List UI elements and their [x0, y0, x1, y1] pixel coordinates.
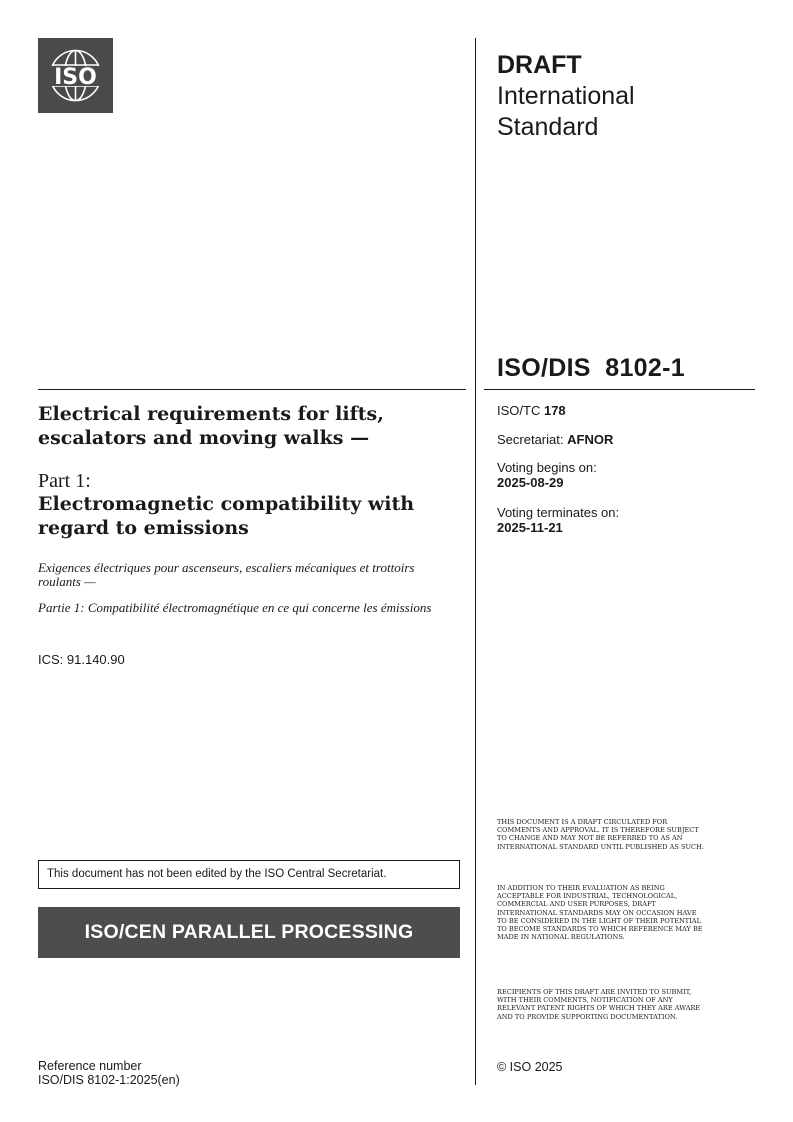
- reference-value: ISO/DIS 8102-1:2025(en): [38, 1073, 180, 1087]
- tc-value: 178: [543, 403, 566, 418]
- secretariat-value: AFNOR: [567, 432, 614, 447]
- iso-globe-logo-icon: [38, 38, 113, 113]
- left-horizontal-rule: [38, 389, 466, 390]
- ics-code: ICS: 91.140.90: [38, 652, 125, 667]
- tc-label: ISO/TC: [497, 403, 541, 418]
- right-horizontal-rule: [484, 389, 755, 390]
- voting-begins-date: 2025-08-29: [497, 475, 564, 490]
- international-label: International: [497, 82, 635, 110]
- french-main-title: Exigences électriques pour ascenseurs, escaliers mécaniques et trottoirs roulants —: [38, 560, 415, 589]
- technical-committee: [497, 403, 737, 418]
- copyright: © ISO 2025: [497, 1060, 563, 1074]
- iso-logo: [38, 38, 113, 113]
- main-title: Electrical requirements for lifts, escalators and moving walks —: [38, 403, 384, 449]
- french-part-title: Partie 1: Compatibilité électromagnétique en ce qui concerne les émissions: [38, 600, 432, 615]
- disclaimer-paragraph-2: IN ADDITION TO THEIR EVALUATION AS BEING ACCEPTABLE FOR INDUSTRIAL, TECHNOLOGICAL, COMMERCIAL AND USER PURPOSES, DRAFT INTERNATIONAL STANDARDS MAY ON OCCASION HAVE TO BE CONSIDERED IN THE LIGHT OF THEIR POTENTIAL TO BECOME STANDARDS TO WHICH REFERENCE MAY BE MADE IN NATIONAL REGULATIONS.: [497, 884, 703, 942]
- document-type-heading: [497, 50, 747, 143]
- disclaimer-paragraph-3: RECIPIENTS OF THIS DRAFT ARE INVITED TO SUBMIT, WITH THEIR COMMENTS, NOTIFICATION OF ANY RELEVANT PATENT RIGHTS OF WHICH THEY ARE AWARE AND TO PROVIDE SUPPORTING DOCUMENTATION.: [497, 988, 701, 1021]
- logo-text: ISO: [54, 65, 97, 90]
- draft-label: DRAFT: [497, 51, 582, 79]
- voting-begins-label: Voting begins on:: [497, 460, 597, 475]
- disclaimer-paragraph-1: THIS DOCUMENT IS A DRAFT CIRCULATED FOR COMMENTS AND APPROVAL. IT IS THEREFORE SUBJECT TO CHANGE AND MAY NOT BE REFERRED TO AS AN INTERNATIONAL STANDARD UNTIL PUBLISHED AS SUCH.: [497, 818, 704, 851]
- voting-terminates-date: 2025-11-21: [497, 520, 563, 535]
- document-number: ISO/DIS 8102-1: [497, 354, 685, 382]
- voting-begins: [497, 460, 737, 490]
- parallel-processing-banner: ISO/CEN PARALLEL PROCESSING: [38, 907, 460, 958]
- standard-label: Standard: [497, 113, 599, 141]
- vertical-divider: [475, 38, 476, 1085]
- reference-label: Reference number: [38, 1059, 142, 1073]
- reference-number: [38, 1059, 180, 1087]
- secretariat-label: Secretariat:: [497, 432, 564, 447]
- part-title: Electromagnetic compatibility with regard to emissions: [38, 493, 415, 539]
- editing-notice: This document has not been edited by the ISO Central Secretariat.: [38, 860, 460, 889]
- part-label: Part 1:: [38, 470, 91, 492]
- voting-terminates-label: Voting terminates on:: [497, 505, 620, 520]
- secretariat: [497, 432, 737, 447]
- voting-terminates: [497, 505, 737, 535]
